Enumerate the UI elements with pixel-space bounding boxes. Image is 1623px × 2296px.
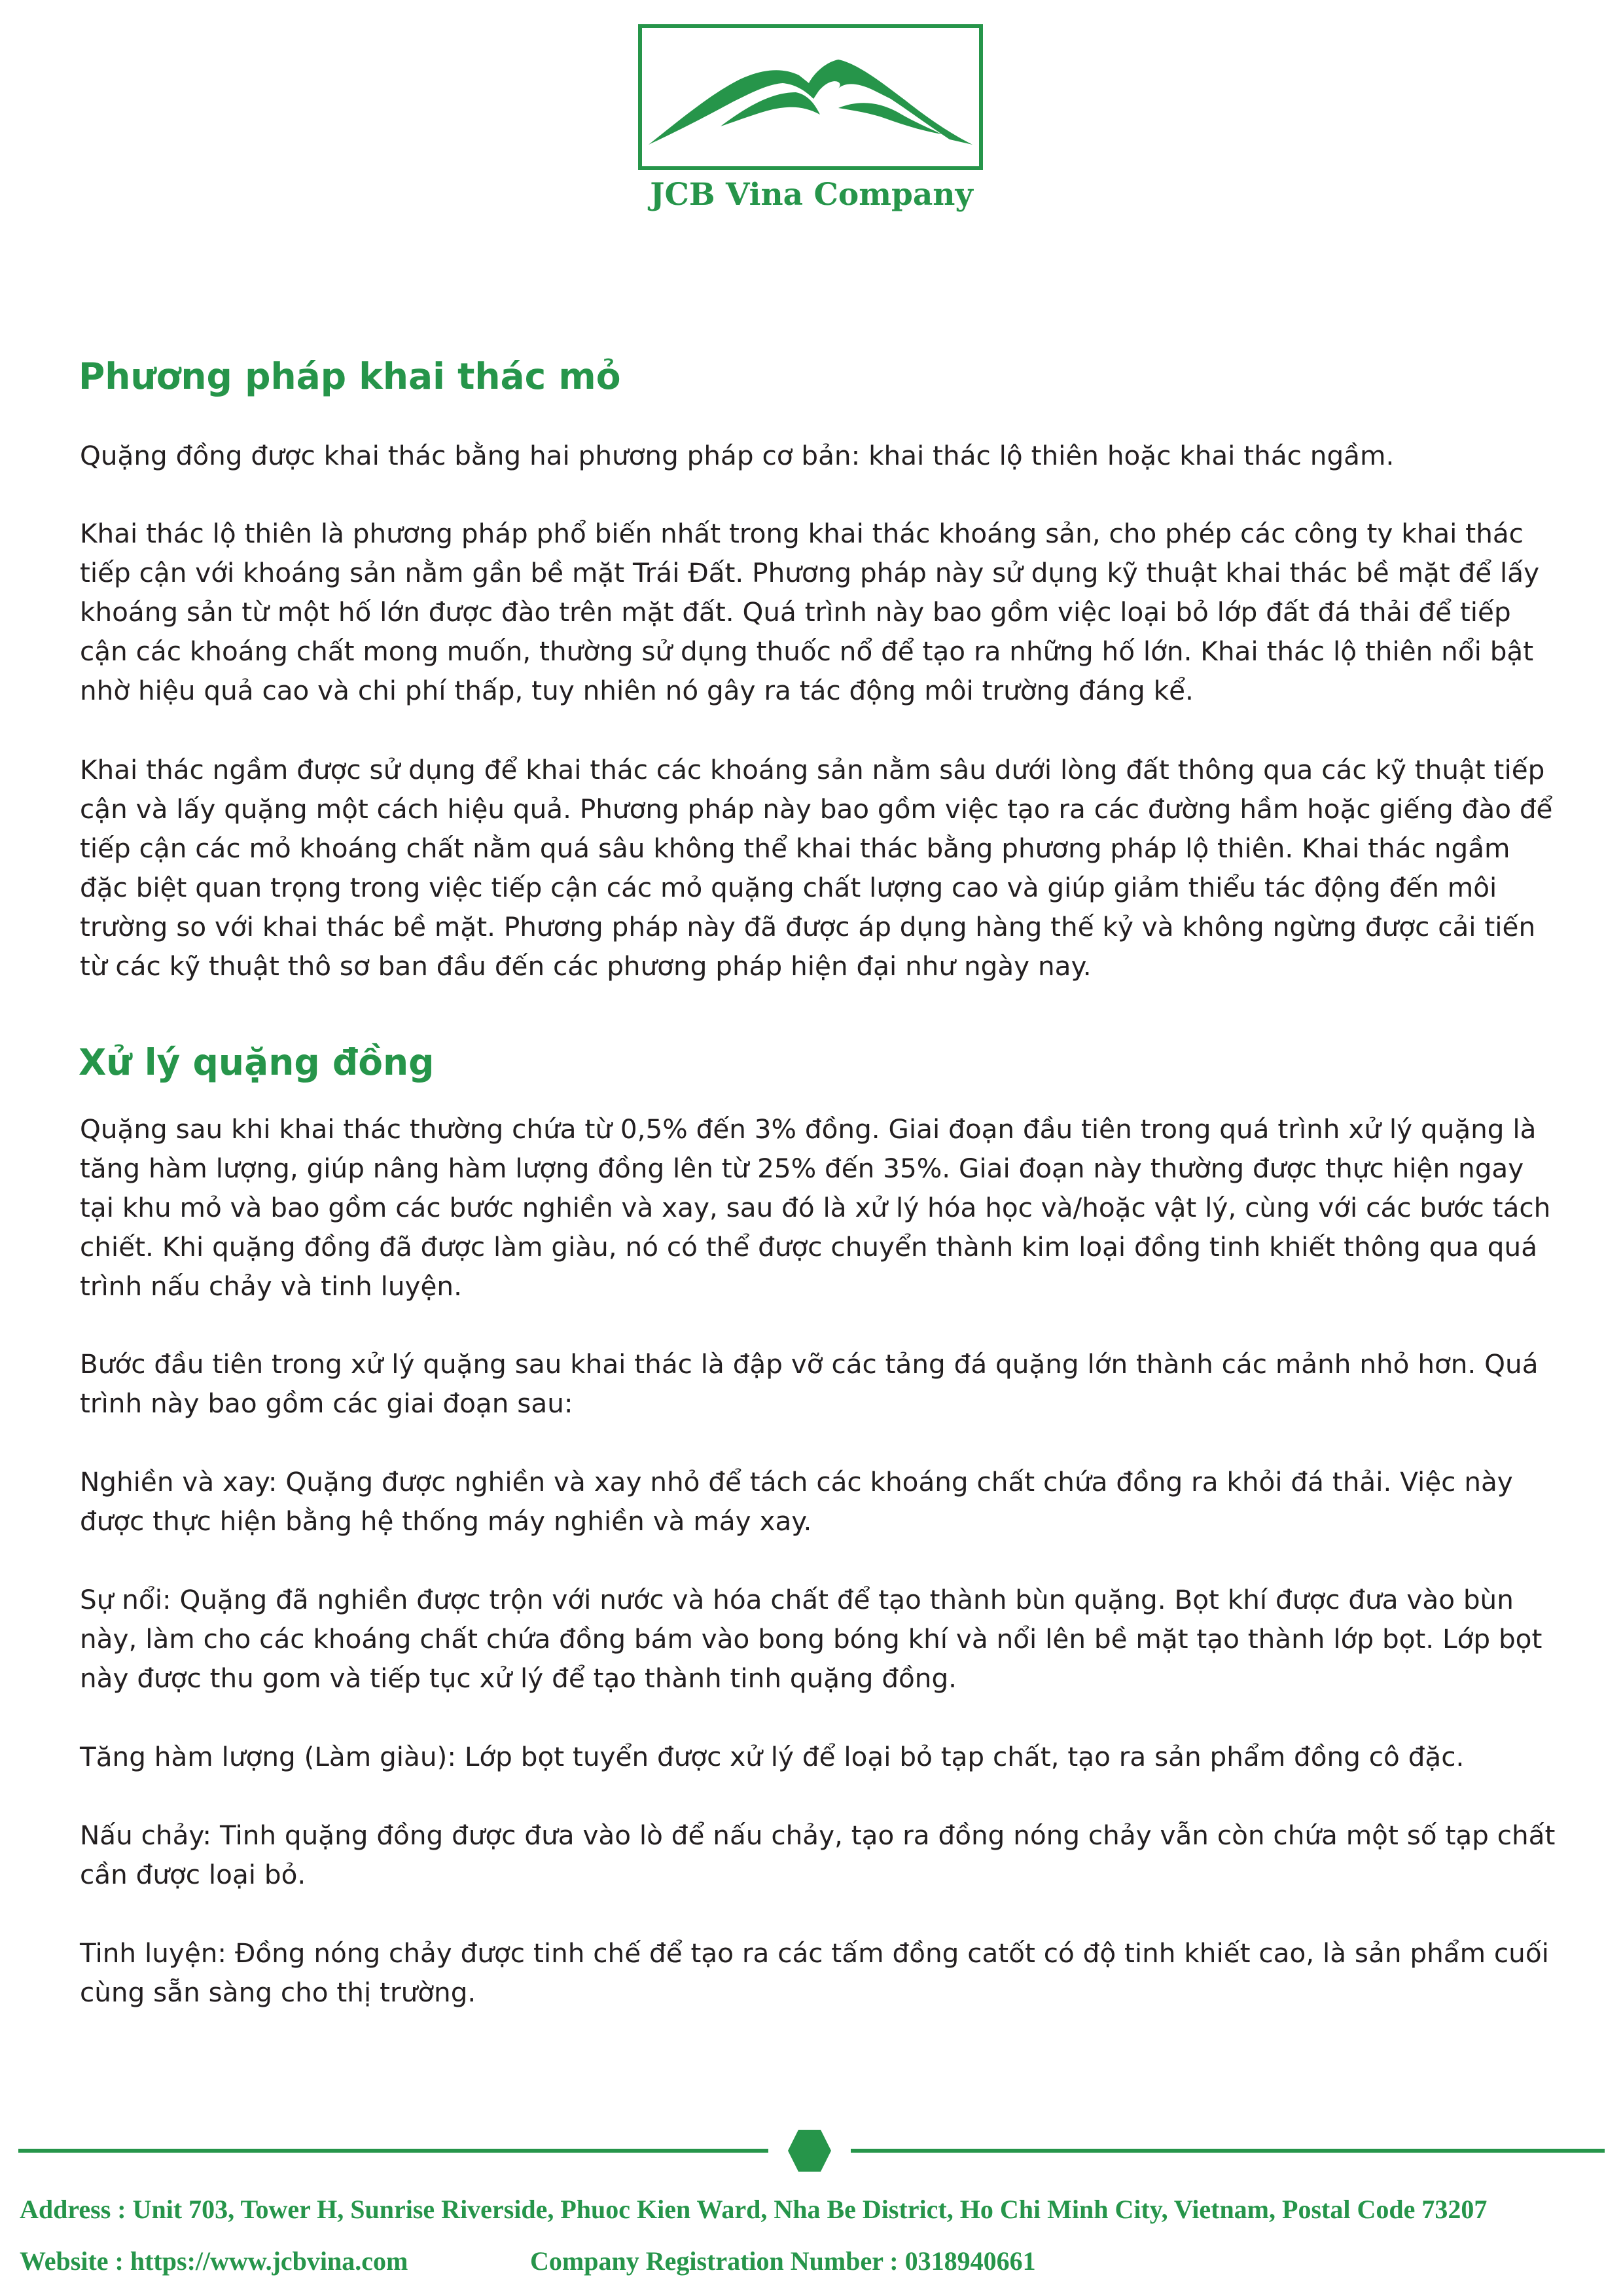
company-name: JCB Vina Company	[650, 177, 973, 213]
company-logo	[638, 24, 983, 170]
section-heading-mining-methods: Phương pháp khai thác mỏ	[79, 355, 621, 397]
paragraph: Khai thác lộ thiên là phương pháp phổ biến nhất trong khai thác khoáng sản, cho phép các công ty khai thác tiếp cận với khoáng sản nằm gần bề mặt Trái Đất. Phương pháp này sử dụng kỹ thuật khai thác bề mặt để lấy khoáng sản từ một hố lớn được đào trên mặt đất. Quá trình này bao gồm việc loại bỏ lớp đất đá thải để tiếp cận các khoáng chất mong muốn, thường sử dụng thuốc nổ để tạo ra những hố lớn. Khai thác lộ thiên nổi bật nhờ hiệu quả cao và chi phí thấp, tuy nhiên nó gây ra tác động môi trường đáng kể.	[80, 518, 1540, 706]
footer-website[interactable]: Website : https://www.jcbvina.com	[20, 2246, 408, 2276]
paragraph: Nghiền và xay: Quặng được nghiền và xay nhỏ để tách các khoáng chất chứa đồng ra khỏi đá thải. Việc này được thực hiện bằng hệ thống máy nghiền và máy xay.	[80, 1466, 1513, 1537]
hexagon-icon	[787, 2128, 832, 2174]
section-heading-ore-processing: Xử lý quặng đồng	[79, 1041, 435, 1083]
paragraph: Quặng đồng được khai thác bằng hai phương pháp cơ bản: khai thác lộ thiên hoặc khai thác ngầm.	[80, 440, 1395, 471]
mountain-logo-icon	[642, 28, 979, 166]
footer-divider-right	[851, 2149, 1605, 2153]
paragraph: Sự nổi: Quặng đã nghiền được trộn với nước và hóa chất để tạo thành bùn quặng. Bọt khí được đưa vào bùn này, làm cho các khoáng chất chứa đồng bám vào bong bóng khí và nổi lên bề mặt tạo thành lớp bọt. Lớp bọt này được thu gom và tiếp tục xử lý để tạo thành tinh quặng đồng.	[80, 1584, 1543, 1694]
paragraph: Khai thác ngầm được sử dụng để khai thác các khoáng sản nằm sâu dưới lòng đất thông qua các kỹ thuật tiếp cận và lấy quặng một cách hiệu quả. Phương pháp này bao gồm việc tạo ra các đường hầm hoặc giếng đào để tiếp cận các mỏ khoáng chất nằm quá sâu không thể khai thác bằng phương pháp lộ thiên. Khai thác ngầm đặc biệt quan trọng trong việc tiếp cận các mỏ quặng chất lượng cao và giúp giảm thiểu tác động đến môi trường so với khai thác bề mặt. Phương pháp này đã được áp dụng hàng thế kỷ và không ngừng được cải tiến từ các kỹ thuật thô sơ ban đầu đến các phương pháp hiện đại như ngày nay.	[80, 754, 1553, 982]
paragraph: Nấu chảy: Tinh quặng đồng được đưa vào lò để nấu chảy, tạo ra đồng nóng chảy vẫn còn chứa một số tạp chất cần được loại bỏ.	[80, 1820, 1556, 1890]
footer-divider-left	[18, 2149, 768, 2153]
footer-registration-number: Company Registration Number : 0318940661	[530, 2246, 1036, 2276]
paragraph: Tăng hàm lượng (Làm giàu): Lớp bọt tuyển được xử lý để loại bỏ tạp chất, tạo ra sản phẩm đồng cô đặc.	[80, 1741, 1465, 1772]
paragraph: Bước đầu tiên trong xử lý quặng sau khai thác là đập vỡ các tảng đá quặng lớn thành các mảnh nhỏ hơn. Quá trình này bao gồm các giai đoạn sau:	[80, 1348, 1539, 1419]
footer-address: Address : Unit 703, Tower H, Sunrise Riverside, Phuoc Kien Ward, Nha Be District, Ho Chi Minh City, Vietnam, Postal Code 73207	[20, 2195, 1488, 2224]
paragraph: Quặng sau khi khai thác thường chứa từ 0,5% đến 3% đồng. Giai đoạn đầu tiên trong quá trình xử lý quặng là tăng hàm lượng, giúp nâng hàm lượng đồng lên từ 25% đến 35%. Giai đoạn này thường được thực hiện ngay tại khu mỏ và bao gồm các bước nghiền và xay, sau đó là xử lý hóa học và/hoặc vật lý, cùng với các bước tách chiết. Khi quặng đồng đã được làm giàu, nó có thể được chuyển thành kim loại đồng tinh khiết thông qua quá trình nấu chảy và tinh luyện.	[80, 1113, 1551, 1302]
paragraph: Tinh luyện: Đồng nóng chảy được tinh chế để tạo ra các tấm đồng catốt có độ tinh khiết cao, là sản phẩm cuối cùng sẵn sàng cho thị trường.	[80, 1937, 1549, 2008]
